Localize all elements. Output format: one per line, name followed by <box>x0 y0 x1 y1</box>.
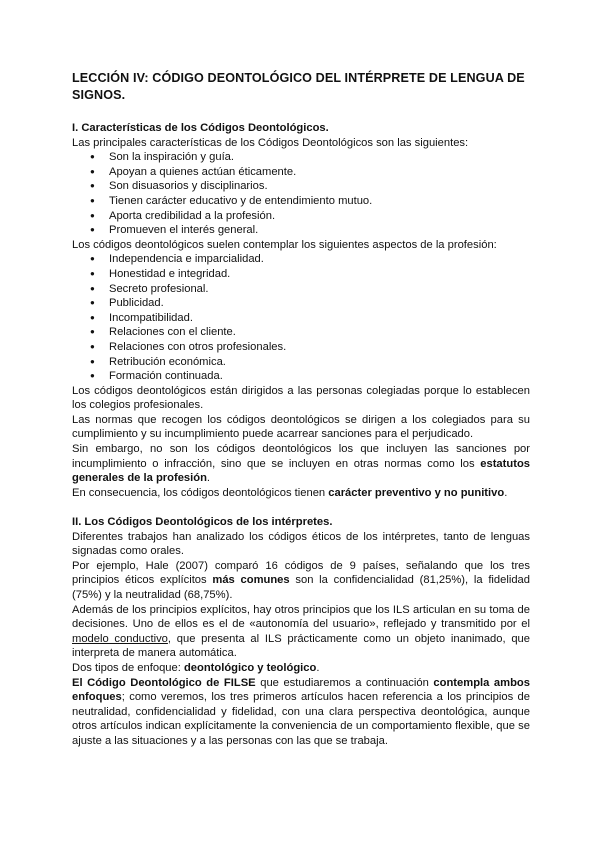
text-run: . <box>316 661 320 674</box>
paragraph: Las normas que recogen los códigos deontológicos se dirigen a los colegiados para su cumplimiento y su incumplimiento puede acarrear sanciones para el perjudicado. <box>72 413 530 441</box>
document-title: LECCIÓN IV: CÓDIGO DEONTOLÓGICO DEL INTÉRPRETE DE LENGUA DE SIGNOS. <box>72 71 525 102</box>
aspects-intro: Los códigos deontológicos suelen contemplar los siguientes aspectos de la profesión: <box>72 238 497 251</box>
list-item: ● Honestidad e integridad. <box>109 267 530 282</box>
paragraph <box>72 559 530 603</box>
text-run: Además de los principios explícitos, hay otros principios que los ILS articulan en su toma de decisiones. Uno de ellos es el de «autonomía del usuario», reflejado y transmitido por el <box>72 603 530 631</box>
bold-text: carácter preventivo y no punitivo <box>328 486 505 499</box>
list-item: ● Relaciones con otros profesionales. <box>109 340 530 355</box>
bold-text: deontológico y teológico <box>183 661 317 674</box>
list-item: ● Retribución económica. <box>109 355 530 370</box>
paragraph <box>72 603 530 661</box>
paragraph: Diferentes trabajos han analizado los códigos éticos de los intérpretes, tanto de lenguas signadas como orales. <box>72 530 530 558</box>
text-run: . <box>206 472 211 485</box>
text-run: , que presenta al ILS prácticamente como un objeto inanimado, que interpreta de manera automática. <box>72 632 530 660</box>
list-item: ● Promueven el interés general. <box>109 223 530 238</box>
characteristics-list <box>72 150 530 238</box>
text-run: Por ejemplo, Hale (2007) comparó 16 códigos de 9 países, señalando que los tres principios éticos explícitos <box>72 559 530 587</box>
underlined-text: modelo conductivo <box>72 632 168 645</box>
paragraph <box>72 486 530 501</box>
list-item: ● Aporta credibilidad a la profesión. <box>109 209 530 224</box>
paragraph <box>72 442 530 486</box>
aspects-list <box>72 252 530 383</box>
list-item: ● Tienen carácter educativo y de entendimiento mutuo. <box>109 194 530 209</box>
list-item: ● Apoyan a quienes actúan éticamente. <box>109 165 530 180</box>
text-run: . <box>504 486 508 499</box>
bold-text: contempla ambos enfoques <box>72 676 530 704</box>
list-item: ● Son disuasorios y disciplinarios. <box>109 179 530 194</box>
list-item: ● Relaciones con el cliente. <box>109 325 530 340</box>
text-run: Sin embargo, no son los códigos deontológicos los que incluyen las sanciones por incumplimiento o infracción, sino que se incluyen en otras normas como los <box>72 443 530 470</box>
list-item: ● Publicidad. <box>109 296 530 311</box>
paragraph: Los códigos deontológicos están dirigidos a las personas colegiadas porque lo establecen los colegios profesionales. <box>72 384 530 412</box>
section-1-heading: I. Características de los Códigos Deontológicos. <box>72 122 329 134</box>
paragraph <box>72 676 530 749</box>
list-item: ● Incompatibilidad. <box>109 311 530 326</box>
text-run: Dos tipos de enfoque: <box>72 661 184 674</box>
text-run: son la confidencialidad (81,25%), la fidelidad (75%) y la neutralidad (68,75%). <box>72 574 530 601</box>
text-run: ; como veremos, los tres primeros artículos hacen referencia a los principios de neutralidad, confidencialidad y fidelidad, con una clara perspectiva deontológica, aunque otros artículos indican explícitamente la conveniencia de un comportamiento flexible, que se ajuste a las situaciones y a las personas con las que se trabaja. <box>72 691 530 747</box>
bold-text: estatutos generales de la profesión <box>72 457 530 485</box>
bold-text: El Código Deontológico de FILSE <box>72 676 256 689</box>
list-item: ● Formación continuada. <box>109 369 530 384</box>
bold-text: más comunes <box>212 574 290 587</box>
text-run: que estudiaremos a continuación <box>255 676 434 689</box>
list-item: ● Son la inspiración y guía. <box>109 150 530 165</box>
list-item: ● Independencia e imparcialidad. <box>109 252 530 267</box>
spacer <box>72 500 530 515</box>
paragraph <box>72 661 530 676</box>
text-run: En consecuencia, los códigos deontológicos tienen <box>72 486 329 499</box>
characteristics-intro: Las principales características de los Códigos Deontológicos son las siguientes: <box>72 136 469 149</box>
section-2-heading: II. Los Códigos Deontológicos de los intérpretes. <box>72 516 333 529</box>
list-item: ● Secreto profesional. <box>109 282 530 297</box>
